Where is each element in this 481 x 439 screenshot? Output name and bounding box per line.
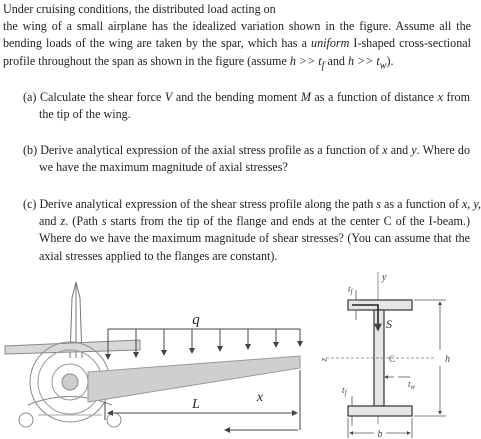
width-label-b: b (377, 429, 383, 439)
part-c-line-3: Where do we have the maximum magnitude of shear stresses? (You can assume that the (39, 231, 470, 246)
part-c-line-1: (c) Derive analytical expression of the shear stress profile along the path s as a function of x, y, (23, 197, 481, 211)
part-a (23, 89, 470, 123)
y-axis-label: y (382, 272, 387, 283)
distance-label-x: x (256, 390, 264, 405)
intro-line-3: bending loads of the wing are taken by the spar, which has a uniform I-shaped cross-sectional (3, 36, 471, 51)
height-label-h: h (445, 354, 450, 365)
intro-line-1: Under cruising conditions, the distributed load acting on (3, 2, 276, 16)
wing-load-figure (0, 270, 320, 439)
part-b-line-2: we have the maximum magnitude of axial stresses? (39, 160, 288, 175)
part-a-line-2: the tip of the wing. (39, 107, 131, 122)
problem-intro (3, 1, 471, 74)
web-thickness-label: $t_w$ (408, 379, 416, 391)
flange-thickness-top: $t_f$ (348, 284, 353, 296)
span-label-L: L (192, 397, 200, 412)
centroid-label-C: C (389, 354, 396, 364)
part-b (23, 142, 470, 176)
ibeam-section-figure (318, 270, 474, 439)
intro-line-4: profile throughout the span as shown in the figure (assume $h >> t_f$ and $h >> t_w$). (3, 53, 394, 72)
part-a-line-1: (a) Calculate the shear force V and the bending moment M as a function of distance x from (23, 90, 470, 104)
load-label-q: q (192, 312, 200, 328)
part-b-line-1: (b) Derive analytical expression of the axial stress profile as a function of x and y. Where do (23, 143, 470, 157)
airplane-drawing (5, 282, 140, 427)
wing-shape (88, 356, 300, 402)
z-axis-label: z (320, 358, 330, 362)
part-c (23, 196, 481, 265)
flange-thickness-bottom: $t_f$ (342, 385, 347, 397)
path-s-label: S (386, 317, 392, 331)
part-c-line-4: axial stresses applied to the flanges are constant). (39, 248, 278, 263)
intro-line-2: the wing of a small airplane has the idealized variation shown in the figure. Assume all the (3, 19, 471, 34)
part-c-line-2: and z. (Path s starts from the tip of the flange and ends at the center C of the I-beam.) (39, 214, 470, 229)
